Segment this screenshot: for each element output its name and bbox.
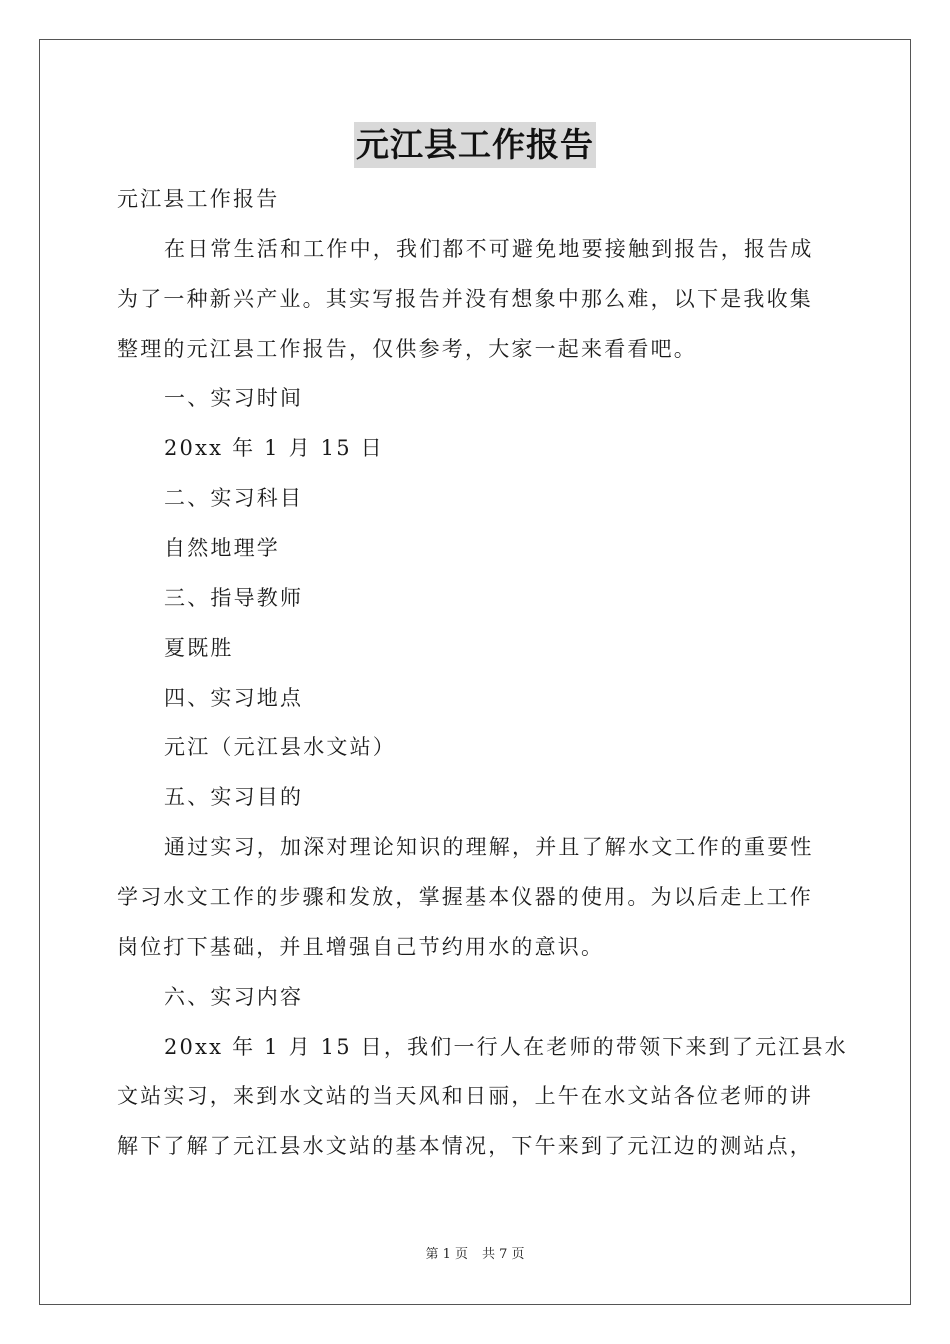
page-footer bbox=[0, 1246, 950, 1264]
section-heading-time: 一、实习时间 bbox=[164, 386, 304, 410]
section-value-time: 20xx 年 1 月 15 日 bbox=[164, 436, 384, 460]
page-number: 第 1 页 bbox=[425, 1247, 468, 1262]
paragraph-line: 学习水文工作的步骤和发放，掌握基本仪器的使用。为以后走上工作 bbox=[117, 885, 813, 909]
section-value-location: 元江（元江县水文站） bbox=[164, 735, 396, 759]
section-value-teacher: 夏既胜 bbox=[164, 636, 234, 660]
subtitle-line: 元江县工作报告 bbox=[117, 187, 280, 211]
page-border bbox=[39, 39, 911, 1305]
title-container bbox=[0, 122, 950, 168]
paragraph-line: 在日常生活和工作中，我们都不可避免地要接触到报告，报告成 bbox=[164, 237, 814, 261]
section-heading-subject: 二、实习科目 bbox=[164, 486, 304, 510]
paragraph-line: 通过实习，加深对理论知识的理解，并且了解水文工作的重要性 bbox=[164, 835, 814, 859]
section-heading-content: 六、实习内容 bbox=[164, 985, 304, 1009]
paragraph-line: 文站实习，来到水文站的当天风和日丽，上午在水文站各位老师的讲 bbox=[117, 1084, 813, 1108]
paragraph-line: 整理的元江县工作报告，仅供参考，大家一起来看看吧。 bbox=[117, 337, 697, 361]
paragraph-line: 岗位打下基础，并且增强自己节约用水的意识。 bbox=[117, 935, 605, 959]
section-heading-purpose: 五、实习目的 bbox=[164, 785, 304, 809]
paragraph-line: 为了一种新兴产业。其实写报告并没有想象中那么难，以下是我收集 bbox=[117, 287, 813, 311]
paragraph-line: 20xx 年 1 月 15 日，我们一行人在老师的带领下来到了元江县水 bbox=[164, 1035, 848, 1059]
document-title: 元江县工作报告 bbox=[354, 122, 596, 168]
paragraph-line: 解下了解了元江县水文站的基本情况，下午来到了元江边的测站点， bbox=[117, 1134, 813, 1158]
section-heading-location: 四、实习地点 bbox=[164, 686, 304, 710]
section-value-subject: 自然地理学 bbox=[164, 536, 280, 560]
section-heading-teacher: 三、指导教师 bbox=[164, 586, 304, 610]
page-total: 共 7 页 bbox=[482, 1247, 525, 1262]
